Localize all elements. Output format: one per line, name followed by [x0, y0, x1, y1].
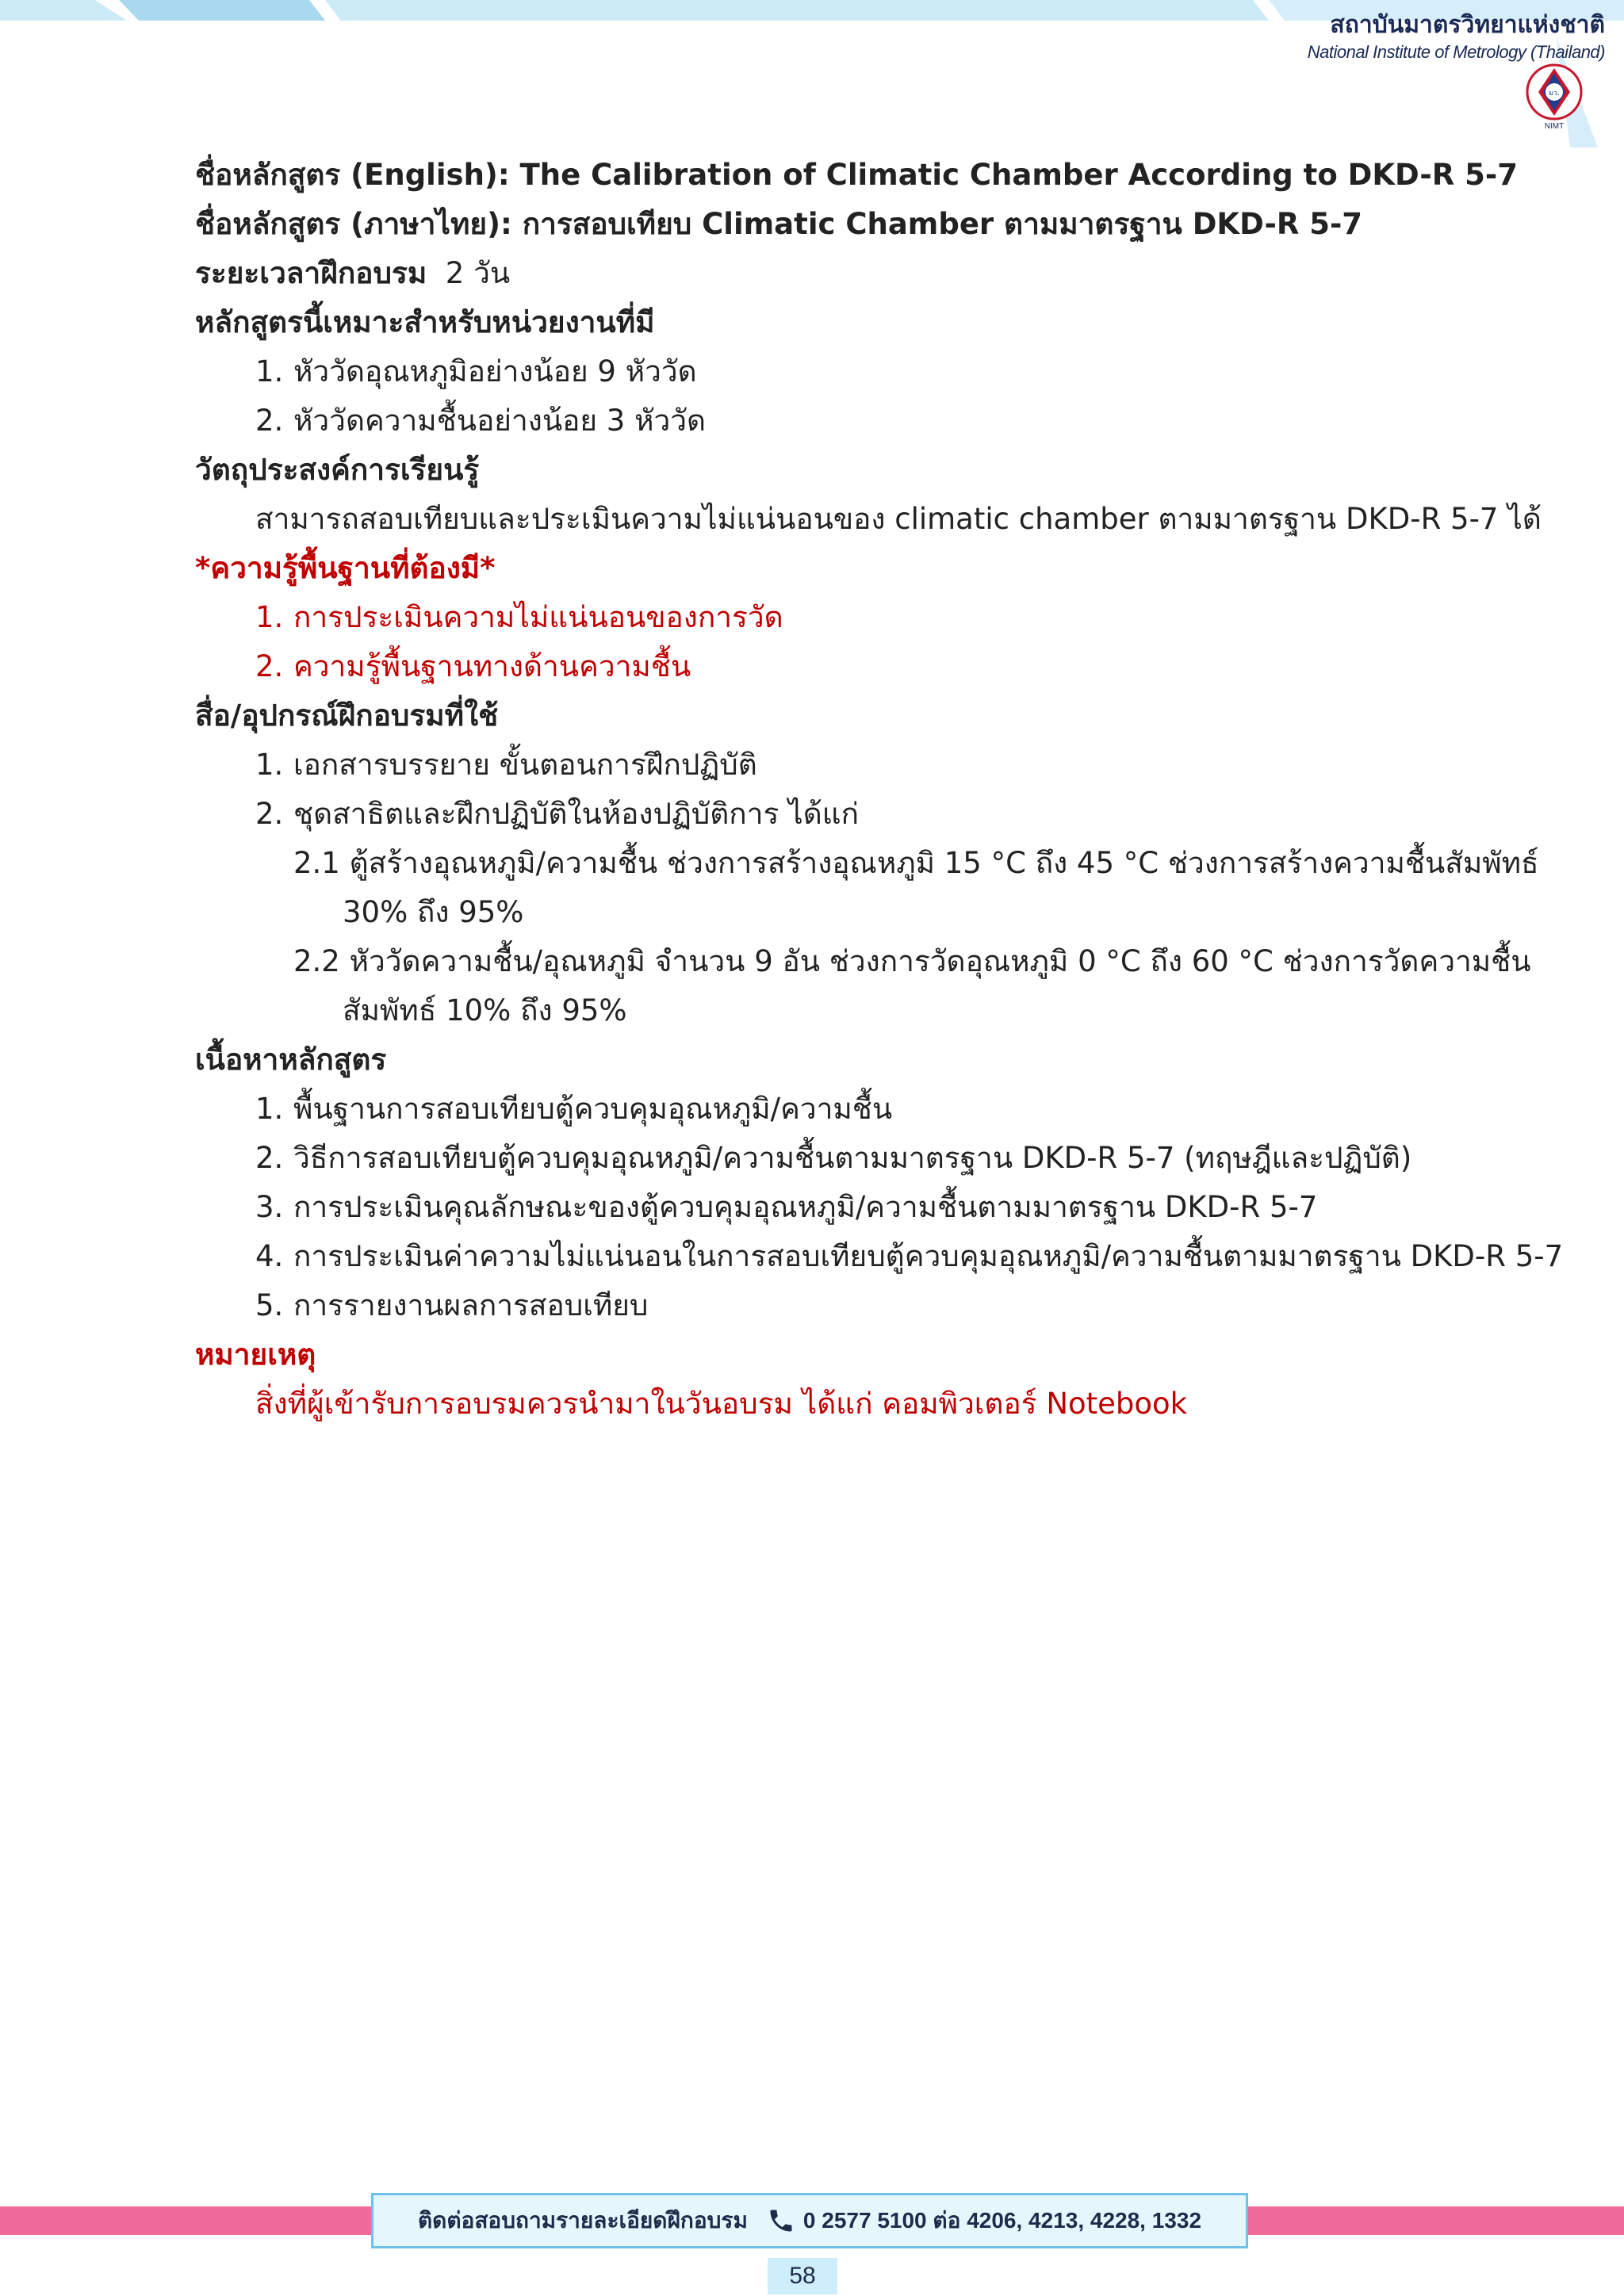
- list-item: [195, 1085, 1480, 1134]
- list-text: ชุดสาธิตและฝึกปฏิบัติในห้องปฏิบัติการ ได้แก่: [293, 797, 860, 831]
- prerequisite-heading: *ความรู้พื้นฐานที่ต้องมี*: [195, 551, 496, 585]
- duration-line: [195, 249, 1480, 298]
- duration-label: ระยะเวลาฝึกอบรม: [195, 256, 427, 290]
- list-item: [195, 740, 1480, 790]
- course-name-en-line: [195, 151, 1519, 200]
- list-item: [195, 642, 1480, 691]
- course-name-th-line: [195, 200, 1480, 249]
- course-details: [195, 151, 1564, 1429]
- course-name-en-label: ชื่อหลักสูตร (English):: [195, 158, 510, 192]
- list-number: 4.: [255, 1239, 284, 1273]
- list-item: [195, 396, 1480, 446]
- list-number: 2.: [255, 1141, 284, 1175]
- contact-label: ติดต่อสอบถามรายละเอียดฝึกอบรม: [417, 2208, 748, 2233]
- logo-mark-text: มว.: [1549, 90, 1560, 98]
- list-item: [195, 1134, 1480, 1183]
- list-text: หัววัดอุณหภูมิอย่างน้อย 9 หัววัด: [293, 354, 697, 388]
- course-name-th-label: ชื่อหลักสูตร (ภาษาไทย):: [195, 207, 512, 241]
- course-name-th: การสอบเทียบ Climatic Chamber ตามมาตรฐาน DKD-R 5-7: [522, 207, 1363, 241]
- list-text: การประเมินความไม่แน่นอนของการวัด: [293, 600, 783, 634]
- list-number: 1.: [255, 1092, 284, 1126]
- org-name-thai: สถาบันมาตรวิทยาแห่งชาติ: [1330, 11, 1605, 39]
- logo-caption: NIMT: [1544, 122, 1565, 130]
- course-name-en: The Calibration of Climatic Chamber According to DKD-R 5-7: [519, 158, 1519, 192]
- list-number: 2.: [255, 404, 284, 438]
- list-number: 1.: [255, 354, 284, 388]
- list-text: ความรู้พื้นฐานทางด้านความชื้น: [293, 649, 691, 683]
- contact-phone: 0 2577 5100 ต่อ 4206, 4213, 4228, 1332: [802, 2208, 1202, 2233]
- media-heading: สื่อ/อุปกรณ์ฝึกอบรมที่ใช้: [195, 698, 499, 733]
- note-heading: หมายเหตุ: [195, 1337, 316, 1372]
- sub-list-item: 2.2 หัววัดความชื้น/อุณหภูมิ จำนวน 9 อัน ช่วงการวัดอุณหภูมิ 0 °C ถึง 60 °C ช่วงการวัดความชื้น: [293, 944, 1531, 978]
- list-text: พื้นฐานการสอบเทียบตู้ควบคุมอุณหภูมิ/ความชื้น: [293, 1092, 893, 1126]
- suitable-heading: หลักสูตรนี้เหมาะสำหรับหน่วยงานที่มี: [195, 305, 655, 339]
- list-text: หัววัดความชื้นอย่างน้อย 3 หัววัด: [293, 404, 707, 438]
- list-text: การประเมินค่าความไม่แน่นอนในการสอบเทียบตู้ควบคุมอุณหภูมิ/ความชื้นตามมาตรฐาน DKD-R 5-7: [293, 1239, 1564, 1273]
- list-item: [195, 347, 1480, 396]
- organization-name: [1308, 10, 1605, 63]
- note-text: สิ่งที่ผู้เข้ารับการอบรมควรนำมาในวันอบรม ได้แก่ คอมพิวเตอร์ Notebook: [255, 1387, 1188, 1421]
- list-number: 3.: [255, 1190, 284, 1224]
- phone-icon: [767, 2206, 795, 2235]
- list-item: [195, 1183, 1480, 1232]
- list-item: [195, 593, 1480, 642]
- sub-list-item-continuation: สัมพัทธ์ 10% ถึง 95%: [343, 993, 627, 1027]
- objective-heading: วัตถุประสงค์การเรียนรู้: [195, 453, 480, 487]
- list-item: [195, 790, 1480, 839]
- page-number: 58: [768, 2258, 837, 2294]
- list-text: วิธีการสอบเทียบตู้ควบคุมอุณหภูมิ/ความชื้นตามมาตรฐาน DKD-R 5-7 (ทฤษฎีและปฏิบัติ): [293, 1141, 1412, 1175]
- duration-value: 2 วัน: [445, 256, 511, 290]
- list-item: [195, 1281, 1480, 1330]
- objective-text: สามารถสอบเทียบและประเมินความไม่แน่นอนของ climatic chamber ตามมาตรฐาน DKD-R 5-7 ได้: [255, 502, 1542, 536]
- content-heading: เนื้อหาหลักสูตร: [195, 1043, 387, 1077]
- sub-list-item: 2.1 ตู้สร้างอุณหภูมิ/ความชื้น ช่วงการสร้างอุณหภูมิ 15 °C ถึง 45 °C ช่วงการสร้างความชื้นสัมพัทธ์: [293, 846, 1539, 880]
- list-text: การรายงานผลการสอบเทียบ: [293, 1288, 649, 1322]
- list-number: 2.: [255, 649, 284, 683]
- list-number: 1.: [255, 748, 284, 782]
- list-item: [195, 1232, 1564, 1281]
- list-text: เอกสารบรรยาย ขั้นตอนการฝึกปฏิบัติ: [293, 748, 757, 782]
- list-number: 5.: [255, 1288, 284, 1322]
- org-name-english: National Institute of Metrology (Thailand): [1307, 42, 1605, 62]
- nimt-logo: [1524, 62, 1584, 130]
- list-text: การประเมินคุณลักษณะของตู้ควบคุมอุณหภูมิ/ความชื้นตามมาตรฐาน DKD-R 5-7: [293, 1190, 1318, 1224]
- sub-list-item-continuation: 30% ถึง 95%: [343, 895, 524, 929]
- list-number: 2.: [255, 797, 284, 831]
- list-number: 1.: [255, 600, 284, 634]
- contact-box: [371, 2193, 1248, 2248]
